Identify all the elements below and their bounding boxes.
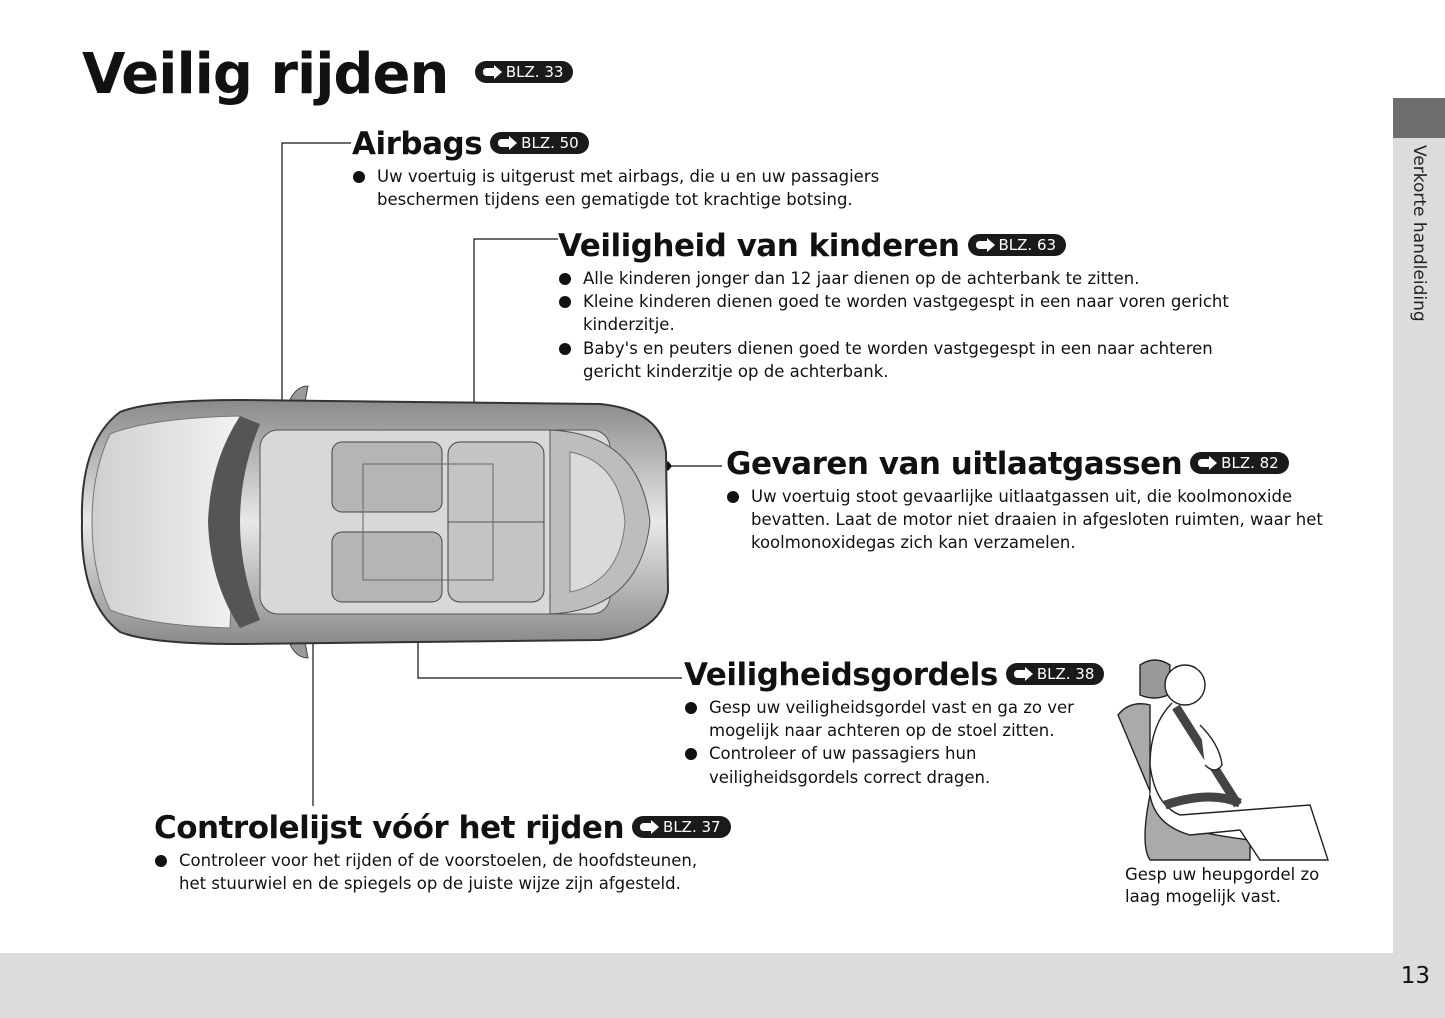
section-child-safety <box>558 226 1318 383</box>
airbags-bullets <box>352 165 962 211</box>
side-tab-marker <box>1393 98 1445 138</box>
page-ref-label: BLZ. 33 <box>505 62 564 81</box>
seatbelts-ref-link[interactable] <box>1006 663 1105 685</box>
checklist-ref-label: BLZ. 37 <box>663 817 721 836</box>
exhaust-heading-text: Gevaren van uitlaatgassen <box>726 446 1183 482</box>
seatbelts-ref-label: BLZ. 38 <box>1036 664 1095 683</box>
section-pre-drive-checklist <box>154 808 731 895</box>
airbags-ref-label: BLZ. 50 <box>521 133 579 152</box>
arrow-right-icon <box>1196 456 1218 470</box>
children-heading <box>558 226 1318 266</box>
exhaust-ref-link[interactable] <box>1190 452 1289 474</box>
checklist-heading <box>154 808 731 848</box>
seatbelts-heading <box>684 655 1104 695</box>
page-footer <box>0 953 1445 1018</box>
arrow-right-icon <box>1012 667 1034 681</box>
page-number: 13 <box>1400 963 1430 989</box>
section-exhaust-gas <box>726 444 1326 555</box>
arrow-right-icon <box>638 820 660 834</box>
seatbelts-heading-text: Veiligheidsgordels <box>684 657 998 693</box>
list-item: Uw voertuig stoot gevaarlijke uitlaatgassen uit, die koolmonoxide bevatten. Laat de motor niet draaien in afgesloten ruimten, waar het koolmonoxidegas zich kan verzamelen. <box>726 485 1326 555</box>
illustration-caption: Gesp uw heupgordel zo laag mogelijk vast. <box>1125 865 1320 906</box>
children-heading-text: Veiligheid van kinderen <box>558 228 960 264</box>
exhaust-ref-label: BLZ. 82 <box>1221 453 1279 472</box>
airbags-heading <box>352 124 962 164</box>
section-seatbelts <box>684 655 1104 789</box>
side-tab-label[interactable]: Verkorte handleiding <box>1409 145 1429 322</box>
section-airbags <box>352 124 962 211</box>
list-item: Controleer of uw passagiers hun veiligheidsgordels correct dragen. <box>684 742 1079 788</box>
seatbelt-person-illustration <box>1110 655 1335 865</box>
checklist-ref-link[interactable] <box>632 816 731 838</box>
car-top-view-illustration <box>80 382 680 662</box>
list-item: Baby's en peuters dienen goed te worden vastgegespt in een naar achteren gericht kinderzitje op de achterbank. <box>558 337 1273 383</box>
children-bullets <box>558 267 1318 383</box>
arrow-right-icon <box>974 238 996 252</box>
airbags-heading-text: Airbags <box>352 126 483 162</box>
checklist-bullets <box>154 849 699 895</box>
exhaust-heading <box>726 444 1326 484</box>
children-ref-label: BLZ. 63 <box>998 235 1057 254</box>
arrow-right-icon <box>496 136 518 150</box>
seatbelts-bullets <box>684 696 1079 789</box>
children-ref-link[interactable] <box>968 234 1067 256</box>
list-item: Gesp uw veiligheidsgordel vast en ga zo ver mogelijk naar achteren op de stoel zitten. <box>684 696 1079 742</box>
checklist-heading-text: Controlelijst vóór het rijden <box>154 810 625 846</box>
list-item: Uw voertuig is uitgerust met airbags, die u en uw passagiers beschermen tijdens een gematigde tot krachtige botsing. <box>352 165 962 211</box>
list-item: Alle kinderen jonger dan 12 jaar dienen op de achterbank te zitten. <box>558 267 1318 290</box>
list-item: Kleine kinderen dienen goed te worden vastgegespt in een naar voren gericht kinderzitje. <box>558 290 1318 336</box>
list-item: Controleer voor het rijden of de voorstoelen, de hoofdsteunen, het stuurwiel en de spiegels op de juiste wijze zijn afgesteld. <box>154 849 699 895</box>
exhaust-bullets <box>726 485 1326 555</box>
airbags-ref-link[interactable] <box>490 132 589 154</box>
page-title-text: Veilig rijden <box>82 42 449 107</box>
